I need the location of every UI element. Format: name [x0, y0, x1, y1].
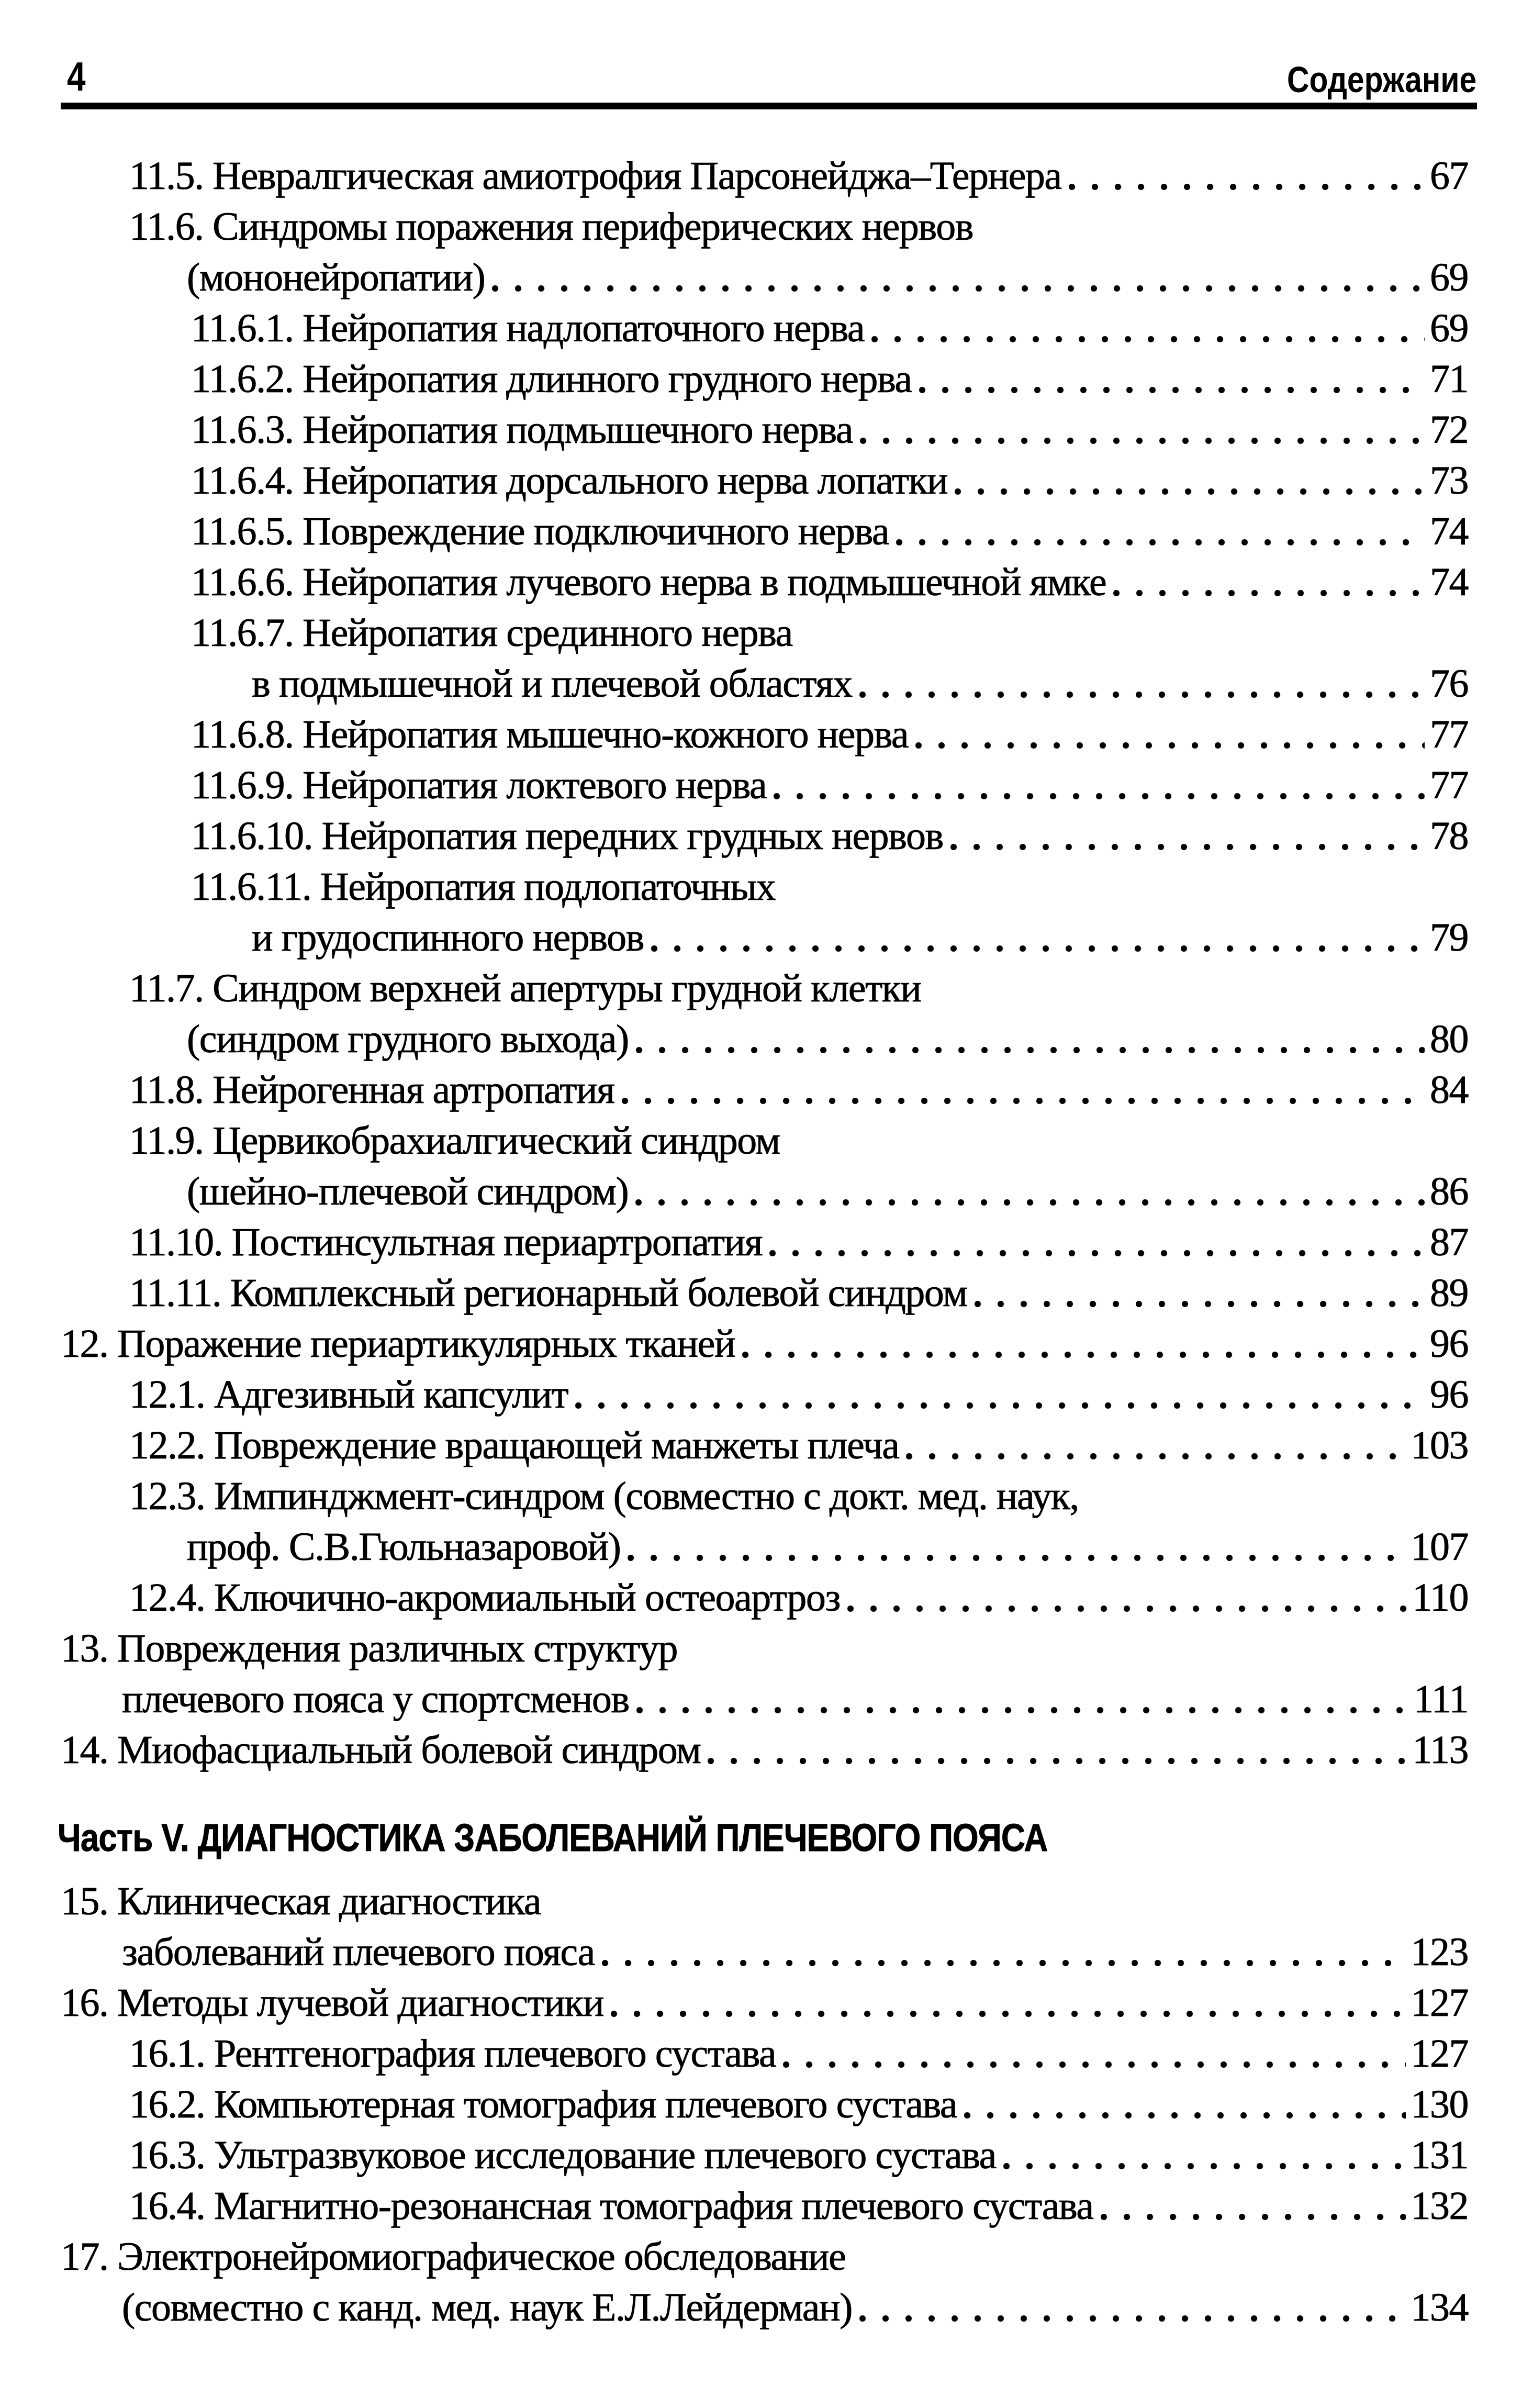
toc-entry-text: 11.6.2. Нейропатия длинного грудного нерва	[191, 357, 912, 401]
toc-line	[0, 1927, 1468, 1978]
toc-line	[0, 608, 1468, 659]
toc-entry-text: (синдром грудного выхода)	[187, 1017, 629, 1061]
toc-entry-text: 12.3. Импинджмент-синдром (совместно с докт. мед. наук,	[129, 1474, 1079, 1518]
dot-leader	[1003, 2130, 1406, 2181]
toc-page-number: 78	[1430, 814, 1468, 858]
toc-entry-text: 12.4. Ключично-акромиальный остеоартроз	[129, 1576, 840, 1620]
toc-line	[0, 2282, 1468, 2333]
toc-page-number: 103	[1411, 1423, 1468, 1467]
toc-line	[0, 2079, 1468, 2130]
toc-line	[0, 1268, 1468, 1319]
toc-line	[0, 1876, 1468, 1927]
toc-page-number: 79	[1430, 916, 1468, 960]
dot-leader	[611, 1978, 1406, 2028]
dot-leader	[915, 709, 1425, 760]
page-number: 4	[67, 53, 86, 99]
part-heading-text: Часть V. ДИАГНОСТИКА ЗАБОЛЕВАНИЙ ПЛЕЧЕВОГО ПОЯСА	[58, 1816, 1048, 1859]
toc-line	[0, 2028, 1468, 2079]
dot-leader	[1113, 557, 1425, 608]
toc-line	[0, 1369, 1468, 1420]
dot-leader	[628, 1522, 1405, 1573]
toc-line	[0, 252, 1468, 303]
toc-entry-text: 11.6.10. Нейропатия передних грудных нервов	[191, 814, 943, 858]
toc-page-number: 111	[1414, 1677, 1468, 1721]
dot-leader	[975, 1268, 1425, 1319]
toc-page-number: 71	[1430, 357, 1468, 401]
toc-page-number: 77	[1430, 712, 1468, 756]
toc-entry-text: 11.6.7. Нейропатия срединного нерва	[191, 611, 792, 655]
toc-line	[0, 354, 1468, 405]
toc-entry-text: 12.2. Повреждение вращающей манжеты плеча	[129, 1423, 899, 1467]
header-rule	[61, 103, 1477, 109]
toc-line	[0, 1166, 1468, 1217]
toc-entry-text: проф. С.В.Гюльназаровой)	[187, 1525, 621, 1569]
toc-page-number: 84	[1430, 1068, 1468, 1112]
toc-entry-text: 14. Миофасциальный болевой синдром	[61, 1728, 701, 1772]
dot-leader	[847, 1573, 1407, 1623]
toc-page-number: 69	[1430, 306, 1468, 350]
toc-line	[0, 506, 1468, 557]
toc-entry-text: 11.6.9. Нейропатия локтевого нерва	[191, 763, 767, 807]
toc-entry-text: 16.1. Рентгенография плечевого сустава	[129, 2032, 776, 2076]
toc-page-number: 127	[1411, 2032, 1468, 2076]
toc-line	[0, 1319, 1468, 1369]
toc-page-number: 96	[1430, 1322, 1468, 1366]
dot-leader	[769, 1217, 1425, 1268]
toc-page-number: 74	[1430, 560, 1468, 604]
dot-leader	[774, 760, 1425, 811]
toc-entry-text: 16.2. Компьютерная томография плечевого сустава	[129, 2082, 957, 2126]
toc-entry-text: и грудоспинного нервов	[252, 916, 644, 960]
toc-line	[0, 862, 1468, 912]
toc-entry-text: 15. Клиническая диагностика	[61, 1879, 541, 1923]
toc-entry-text: плечевого пояса у спортсменов	[122, 1677, 629, 1721]
toc-page-number: 77	[1430, 763, 1468, 807]
toc-entry-text: 13. Повреждения различных структур	[61, 1626, 678, 1670]
toc-page-number: 134	[1411, 2286, 1468, 2329]
toc-line	[0, 202, 1468, 252]
toc-page-number: 86	[1430, 1169, 1468, 1213]
dot-leader	[1069, 151, 1425, 202]
toc-entry-text: 11.10. Постинсультная периартропатия	[129, 1220, 763, 1264]
toc-line	[0, 1623, 1468, 1674]
toc-line	[0, 1014, 1468, 1065]
dot-leader	[955, 455, 1425, 506]
dot-leader	[859, 2282, 1406, 2333]
toc-page-number: 67	[1430, 154, 1468, 198]
toc-entry-text: 11.6.1. Нейропатия надлопаточного нерва	[191, 306, 865, 350]
toc-page-number: 127	[1411, 1981, 1468, 2025]
toc-line	[0, 2232, 1468, 2282]
toc-page-number: 89	[1430, 1271, 1468, 1315]
toc-entry-text: 11.8. Нейрогенная артропатия	[129, 1068, 614, 1112]
part-heading	[0, 1812, 1468, 1863]
toc-entry-text: 11.6.11. Нейропатия подлопаточных	[191, 865, 776, 909]
toc-line	[0, 455, 1468, 506]
toc-line	[0, 709, 1468, 760]
dot-leader	[783, 2028, 1405, 2079]
toc-entry-text: 16. Методы лучевой диагностики	[61, 1981, 603, 2025]
toc-line	[0, 1978, 1468, 2028]
header-title: Содержание	[1286, 59, 1476, 100]
toc-page-number: 80	[1430, 1017, 1468, 1061]
toc-line	[0, 811, 1468, 862]
toc-entry-text: 12. Поражение периартикулярных тканей	[61, 1322, 735, 1366]
toc-line	[0, 2181, 1468, 2232]
toc-entry-text: 11.6.6. Нейропатия лучевого нерва в подмышечной ямке	[191, 560, 1106, 604]
toc-line	[0, 1065, 1468, 1116]
dot-leader	[708, 1725, 1407, 1776]
toc-entry-text: 16.3. Ультразвуковое исследование плечевого сустава	[129, 2133, 996, 2177]
toc-entry-text: заболеваний плечевого пояса	[122, 1930, 595, 1974]
dot-leader	[636, 1674, 1408, 1725]
toc-entry-text: (шейно-плечевой синдром)	[187, 1169, 629, 1213]
dot-leader	[906, 1420, 1405, 1471]
dot-leader	[742, 1319, 1425, 1369]
dot-leader	[602, 1927, 1406, 1978]
toc-line	[0, 963, 1468, 1014]
toc-page-number: 131	[1411, 2133, 1468, 2177]
toc-page-number: 69	[1430, 255, 1468, 299]
toc-page-number: 96	[1430, 1373, 1468, 1417]
dot-leader	[635, 1166, 1425, 1217]
toc-line	[0, 1674, 1468, 1725]
dot-leader	[860, 405, 1425, 455]
toc-entry-text: 11.6.8. Нейропатия мышечно-кожного нерва	[191, 712, 909, 756]
toc-page-number: 107	[1411, 1525, 1468, 1569]
toc-entry-text: 12.1. Адгезивный капсулит	[129, 1373, 568, 1417]
toc-line	[0, 1217, 1468, 1268]
dot-leader	[492, 252, 1425, 303]
toc-page-number: 113	[1412, 1728, 1468, 1772]
toc-entry-text: 11.7. Синдром верхней апертуры грудной клетки	[129, 966, 921, 1010]
toc-page-number: 76	[1430, 662, 1468, 706]
dot-leader	[636, 1014, 1425, 1065]
toc-entry-text: 11.6. Синдромы поражения периферических нервов	[129, 205, 973, 249]
table-of-contents	[0, 151, 1468, 2333]
toc-line	[0, 912, 1468, 963]
toc-line	[0, 659, 1468, 709]
toc-entry-text: 11.6.3. Нейропатия подмышечного нерва	[191, 408, 853, 452]
dot-leader	[919, 354, 1425, 405]
dot-leader	[950, 811, 1425, 862]
toc-entry-text: 11.5. Невралгическая амиотрофия Парсонейджа–Тернера	[129, 154, 1061, 198]
toc-page-number: 130	[1411, 2082, 1468, 2126]
toc-page-number: 87	[1430, 1220, 1468, 1264]
toc-line	[0, 1420, 1468, 1471]
toc-entry-text: 17. Электронейромиографическое обследование	[61, 2235, 846, 2279]
running-head	[61, 50, 1476, 103]
toc-page-number: 74	[1430, 509, 1468, 553]
toc-entry-text: (совместно с канд. мед. наук Е.Л.Лейдерман)	[122, 2286, 852, 2329]
toc-entry-text: 11.9. Цервикобрахиалгический синдром	[129, 1119, 780, 1163]
toc-entry-text: 11.6.5. Повреждение подключичного нерва	[191, 509, 889, 553]
dot-leader	[859, 659, 1425, 709]
toc-line	[0, 760, 1468, 811]
toc-line	[0, 1522, 1468, 1573]
toc-entry-text: 11.11. Комплексный регионарный болевой синдром	[129, 1271, 967, 1315]
toc-line	[0, 1116, 1468, 1166]
toc-page-number: 73	[1430, 459, 1468, 503]
toc-entry-text: (мононейропатии)	[187, 255, 485, 299]
dot-leader	[651, 912, 1425, 963]
dot-leader	[896, 506, 1425, 557]
toc-page-number: 110	[1412, 1576, 1468, 1620]
toc-page-number: 123	[1411, 1930, 1468, 1974]
toc-line	[0, 2130, 1468, 2181]
toc-line	[0, 405, 1468, 455]
toc-page-number: 72	[1430, 408, 1468, 452]
toc-line	[0, 151, 1468, 202]
toc-line	[0, 557, 1468, 608]
dot-leader	[1101, 2181, 1406, 2232]
toc-page-number: 132	[1411, 2184, 1468, 2228]
toc-entry-text: 16.4. Магнитно-резонансная томография плечевого сустава	[129, 2184, 1093, 2228]
toc-entry-text: в подмышечной и плечевой областях	[252, 662, 853, 706]
toc-line	[0, 1725, 1468, 1776]
dot-leader	[964, 2079, 1405, 2130]
toc-line	[0, 1471, 1468, 1522]
dot-leader	[871, 303, 1425, 354]
toc-entry-text: 11.6.4. Нейропатия дорсального нерва лопатки	[191, 459, 948, 503]
dot-leader	[622, 1065, 1425, 1116]
toc-line	[0, 303, 1468, 354]
toc-line	[0, 1573, 1468, 1623]
dot-leader	[575, 1369, 1425, 1420]
